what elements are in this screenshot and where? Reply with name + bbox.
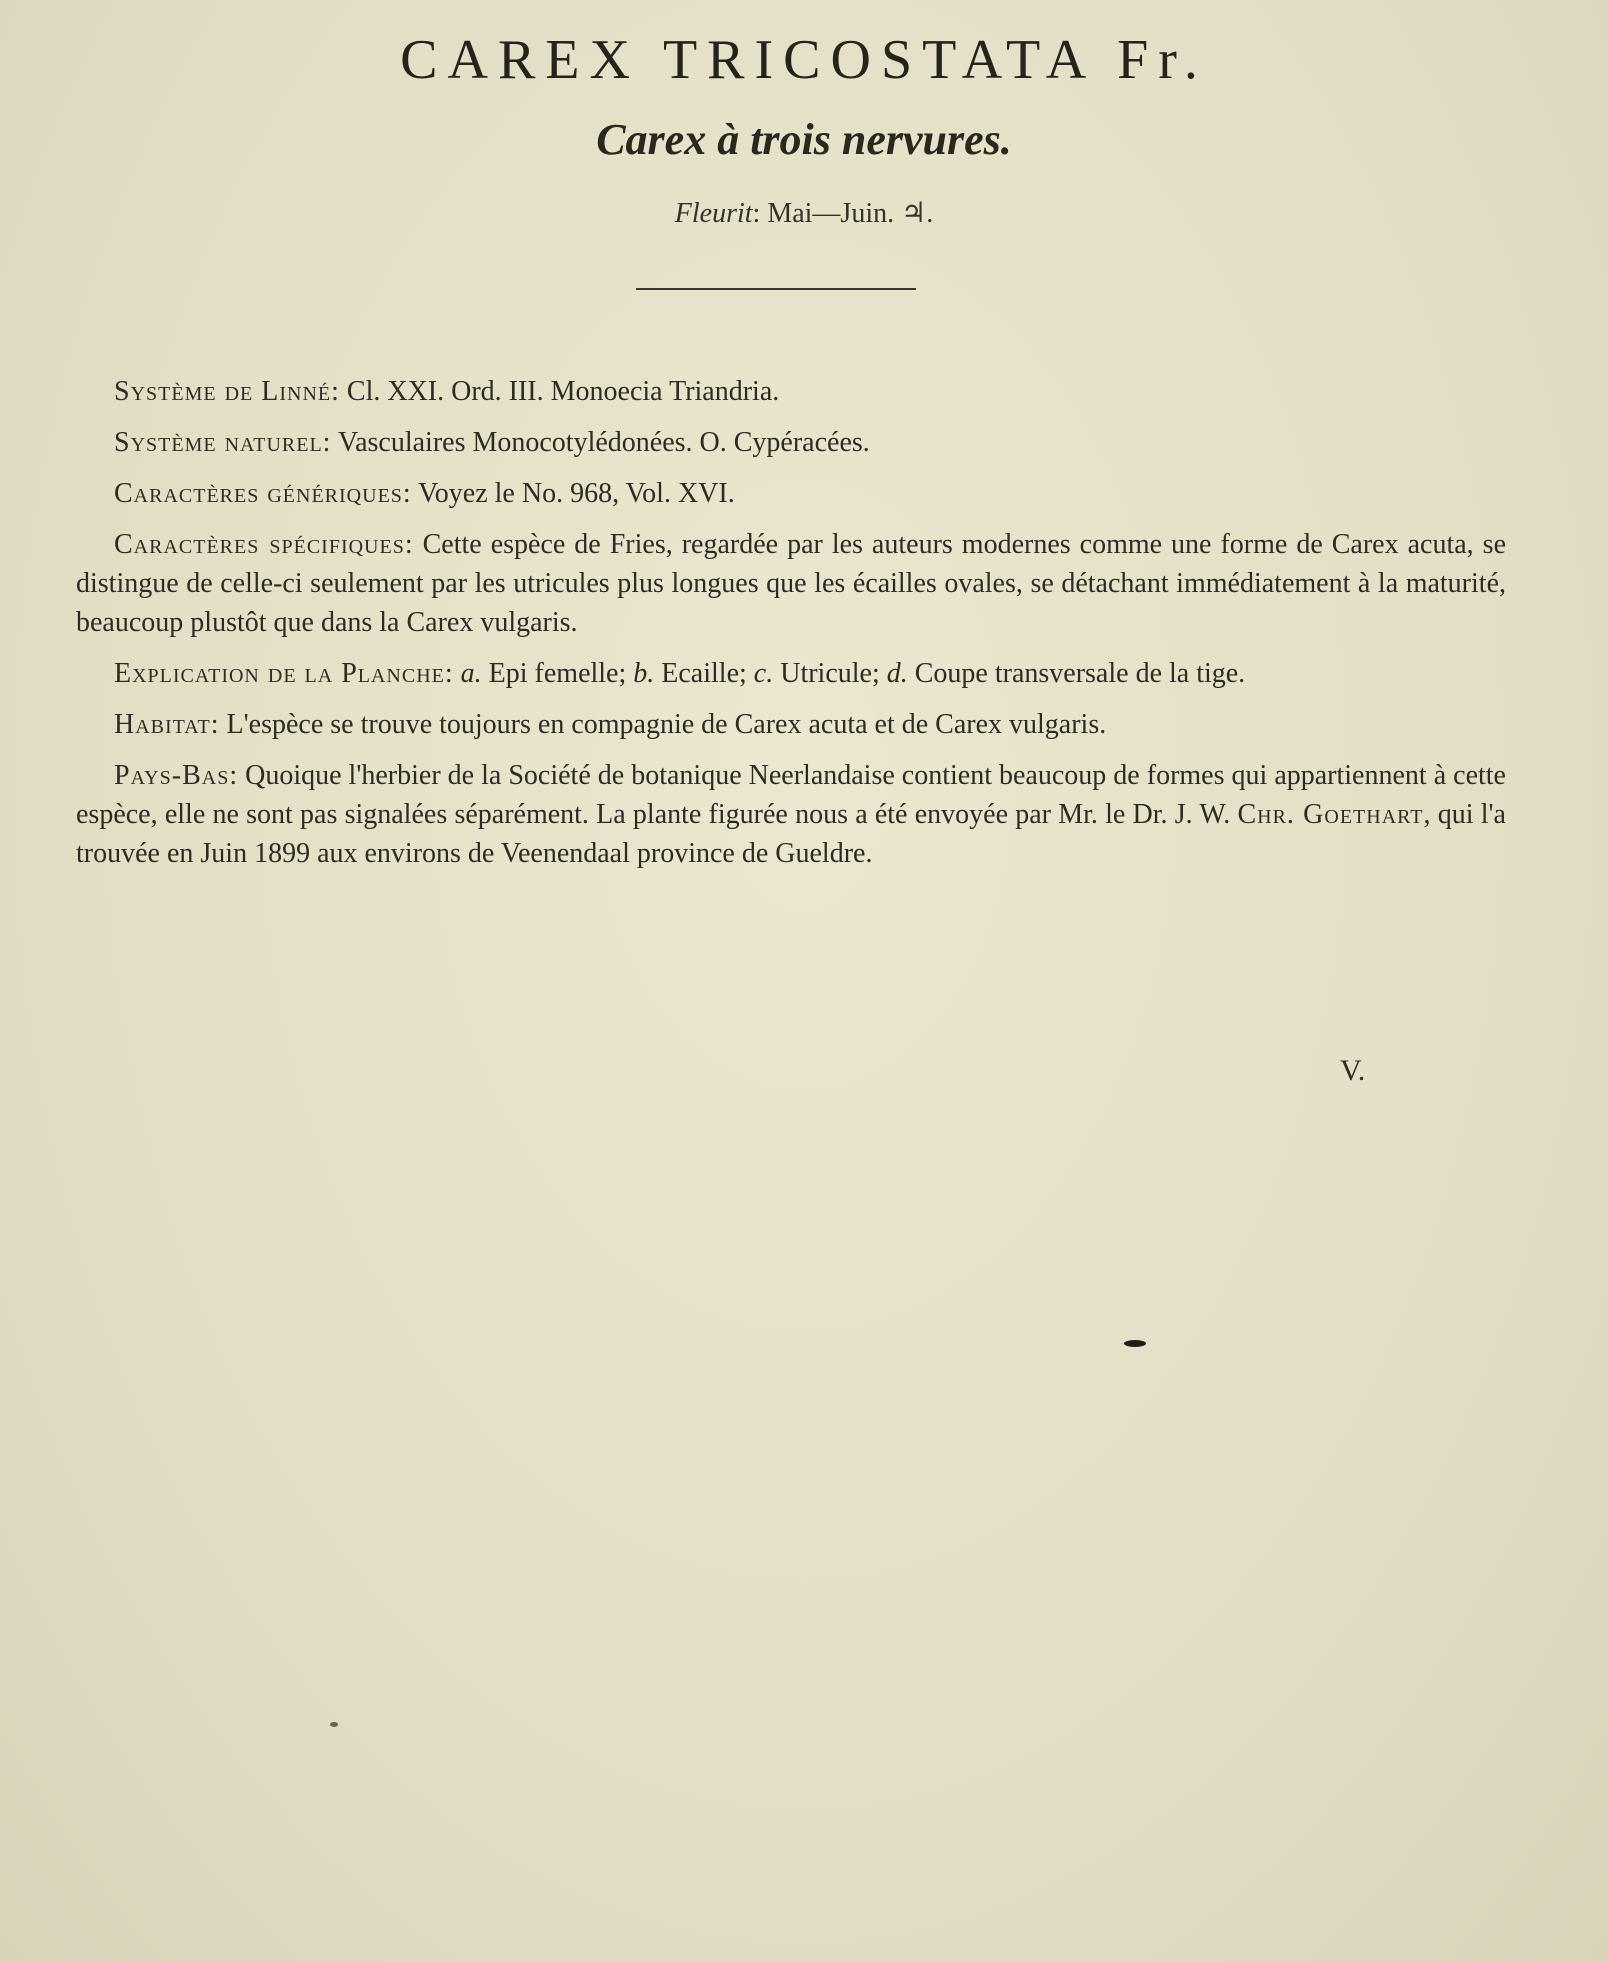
text-specifiques: Cette espèce de Fries, regardée par les auteurs modernes comme une forme de Carex acuta, se distingue de celle-ci seulement par les utricules plus longues que les écailles ovales, se détachant immédiatement à la maturité, beaucoup plustôt que dans la Carex vulgaris. (76, 529, 1506, 638)
text-paysbas-1: Quoique l'herbier de la Société de botanique Neerlandaise contient beaucoup de formes qui appartiennent à cette espèce, elle ne sont pas signalées séparément. La plante figurée nous a été envoyée par Mr. le Dr. J. W. (76, 760, 1506, 830)
flowering-line (0, 196, 1608, 230)
paragraph-naturel (76, 423, 1506, 462)
author-signature: V. (1340, 1054, 1366, 1087)
label-planche: Explication de la Planche: (114, 658, 454, 689)
text-b: Ecaille; (654, 658, 754, 689)
flowering-value: : Mai—Juin. ♃. (752, 198, 934, 229)
text-paysbas-2: , qui l'a trouvée en Juin 1899 aux environs de Veenendaal province de Gueldre. (76, 799, 1506, 869)
label-naturel: Système naturel: (114, 427, 332, 458)
paragraph-habitat (76, 705, 1506, 744)
flowering-label: Fleurit (674, 198, 753, 229)
paper-speck (330, 1722, 338, 1727)
paragraph-linne (76, 372, 1506, 411)
title-divider (636, 288, 916, 290)
text-habitat: L'espèce se trouve toujours en compagnie de Carex acuta et de Carex vulgaris. (219, 709, 1107, 740)
page-subtitle: Carex à trois nervures. (596, 115, 1012, 164)
page-title: CAREX TRICOSTATA Fr. (400, 29, 1208, 91)
text-linne: Cl. XXI. Ord. III. Monoecia Triandria. (339, 376, 780, 407)
key-a: a. (460, 658, 482, 689)
label-linne: Système de Linné: (114, 376, 340, 407)
label-specifiques: Caractères spécifiques: (114, 529, 414, 560)
text-c: Utricule; (773, 658, 887, 689)
text-generiques: Voyez le No. 968, Vol. XVI. (411, 478, 735, 509)
key-b: b. (633, 658, 655, 689)
paragraph-planche (76, 654, 1506, 693)
description-body (76, 372, 1506, 885)
paragraph-paysbas (76, 756, 1506, 873)
paragraph-specifiques (76, 525, 1506, 642)
label-generiques: Caractères génériques: (114, 478, 412, 509)
label-habitat: Habitat: (114, 709, 220, 740)
paragraph-generiques (76, 474, 1506, 513)
key-d: d. (886, 658, 908, 689)
collector-name: Chr. Goethart (1237, 799, 1424, 830)
key-c: c. (753, 658, 774, 689)
label-paysbas: Pays-Bas: (114, 760, 239, 791)
text-a: Epi femelle; (481, 658, 634, 689)
text-d: Coupe transversale de la tige. (907, 658, 1246, 689)
text-naturel: Vasculaires Monocotylédonées. O. Cypéracées. (331, 427, 870, 458)
ink-speck (1124, 1340, 1146, 1347)
